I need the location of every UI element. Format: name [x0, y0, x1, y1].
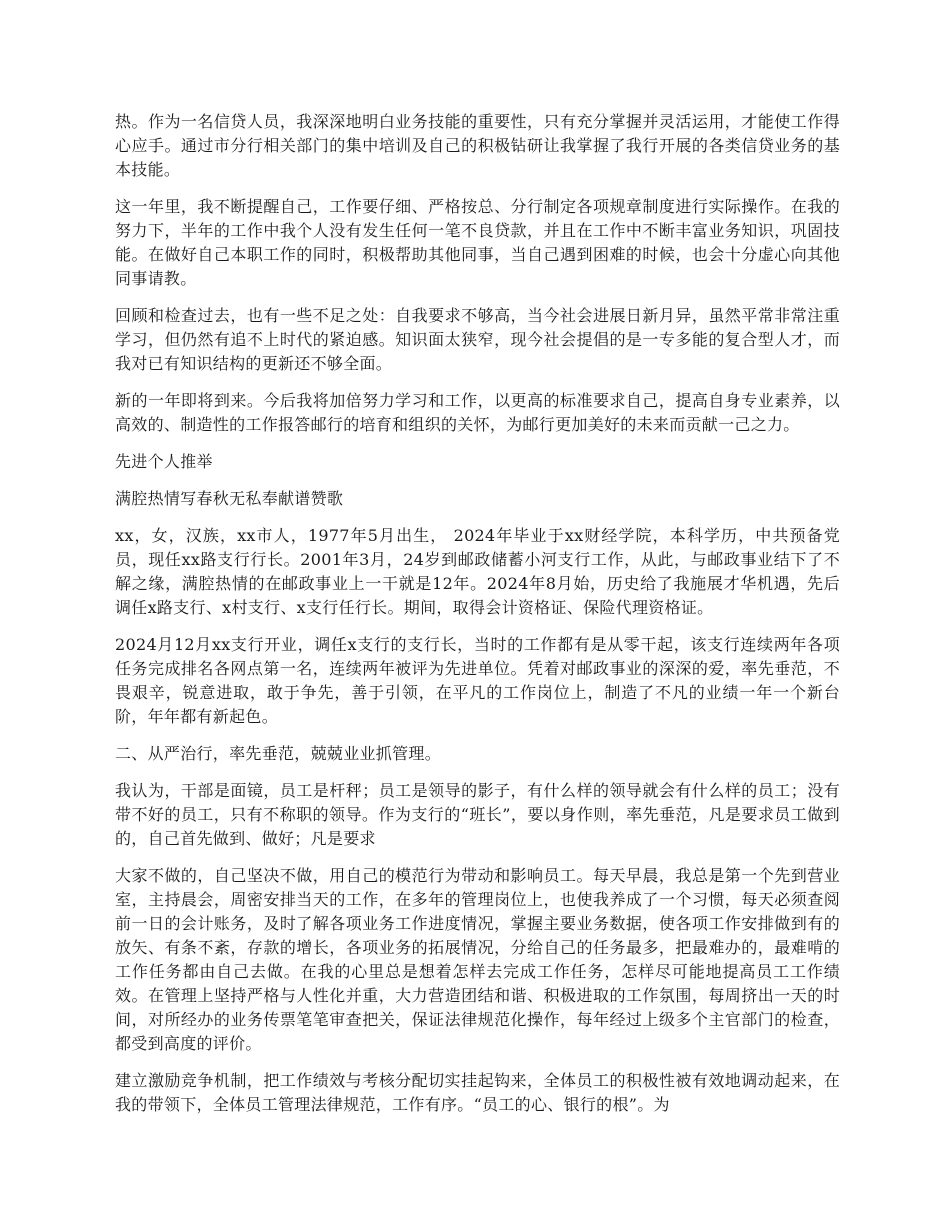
- section-heading-recommendation: 先进个人推举: [115, 452, 213, 471]
- paragraph-2: 这一年里，我不断提醒自己，工作要仔细、严格按总、分行制定各项规章制度进行实际操作。在我的努力下，半年的工作中我个人没有发生任何一笔不良贷款，并且在工作中不断丰富业务知识，巩固技能。在做好自己本职工作的同时，积极帮助其他同事，当自己遇到困难的时候，也会十分虚心向其他同事请教。: [115, 197, 840, 288]
- subtitle-line: 满腔热情写春秋无私奉献谱赞歌: [115, 489, 344, 508]
- paragraph-incentive: 建立激励竞争机制，把工作绩效与考核分配切实挂起钩来，全体员工的积极性被有效地调动起来，在我的带领下，全体员工管理法律规范，工作有序。“员工的心、银行的根”。为: [115, 1071, 840, 1114]
- paragraph-daily-work: 大家不做的，自己坚决不做，用自己的模范行为带动和影响员工。每天早晨，我总是第一个先到营业室，主持晨会，周密安排当天的工作，在多年的管理岗位上，也使我养成了一个习惯，每天必须查阅前一日的会计账务，及时了解各项业务工作进度情况，掌握主要业务数据，使各项工作安排做到有的放矢、有条不紊，存款的增长，各项业务的拓展情况，分给自己的任务最多，把最难办的，最难啃的工作任务都由自己去做。在我的心里总是想着怎样去完成工作任务，怎样尽可能地提高员工工作绩效。在管理上坚持严格与人性化并重，大力营造团结和谐、积极进取的工作氛围，每周挤出一天的时间，对所经办的业务传票笔笔审查把关，保证法律规范化操作，每年经过上级多个主官部门的检查，都受到高度的评价。: [115, 866, 840, 1053]
- paragraph-4: 新的一年即将到来。今后我将加倍努力学习和工作，以更高的标准要求自己，提高自身专业素养，以高效的、制造性的工作报答邮行的培育和组织的关怀，为邮行更加美好的未来而贡献一己之力。: [115, 391, 840, 434]
- paragraph-leadership: 我认为，干部是面镜，员工是杆秤；员工是领导的影子，有什么样的领导就会有什么样的员工；没有带不好的员工，只有不称职的领导。作为支行的“班长”，要以身作则，率先垂范，凡是要求员工做到的，自己首先做到、做好；凡是要求: [115, 781, 840, 848]
- document-body: [115, 110, 840, 1130]
- paragraph-bio: xx，女，汉族，xx市人，1977年5月出生， 2024年毕业于xx财经学院，本科学历，中共预备党员，现任xx路支行行长。2001年3月，24岁到邮政储蓄小河支行工作，从此，与邮政事业结下了不解之缘，满腔热情的在邮政事业上一干就是12年。2024年8月始，历史给了我施展才华机遇，先后调任x路支行、x村支行、x支行任行长。期间，取得会计资格证、保险代理资格证。: [115, 526, 840, 617]
- paragraph-branch: 2024月12月xx支行开业，调任x支行的支行长，当时的工作都有是从零干起，该支行连续两年各项任务完成排名各网点第一名，连续两年被评为先进单位。凭着对邮政事业的深深的爱，率先垂范，不畏艰辛，锐意进取，敢于争先，善于引领，在平凡的工作岗位上，制造了不凡的业绩一年一个新台阶，年年都有新起色。: [115, 635, 840, 726]
- section-heading-management: 二、从严治行，率先垂范，兢兢业业抓管理。: [115, 744, 442, 763]
- paragraph-3: 回顾和检查过去，也有一些不足之处：自我要求不够高，当今社会进展日新月异，虽然平常非常注重学习，但仍然有追不上时代的紧迫感。知识面太狭窄，现今社会提倡的是一专多能的复合型人才，而我对已有知识结构的更新还不够全面。: [115, 306, 840, 373]
- paragraph-1: 热。作为一名信贷人员，我深深地明白业务技能的重要性，只有充分掌握并灵活运用，才能使工作得心应手。通过市分行相关部门的集中培训及自己的积极钻研让我掌握了我行开展的各类信贷业务的基本技能。: [115, 112, 840, 179]
